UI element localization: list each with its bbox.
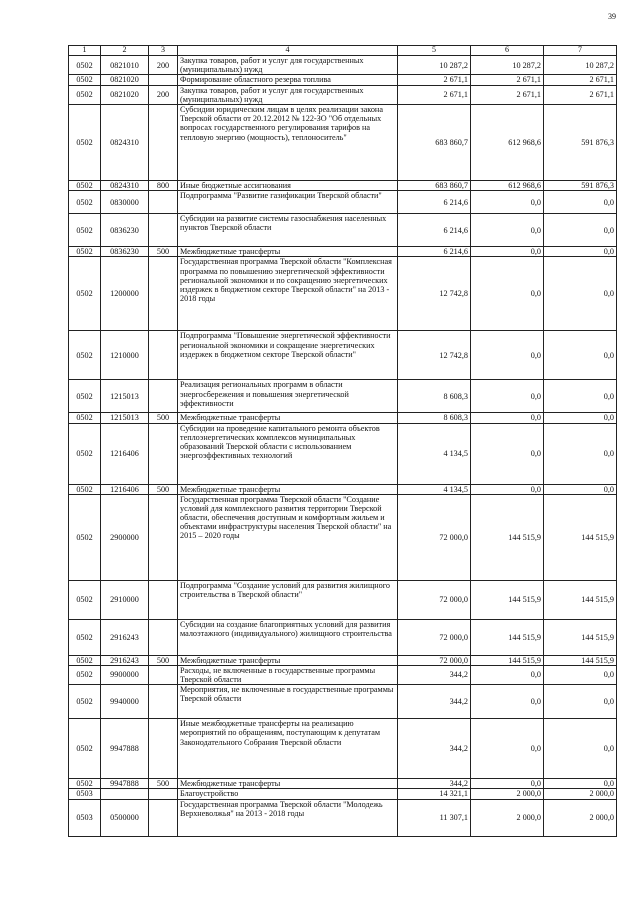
amount-2016-cell: 0,0 [471,380,544,413]
target-article-cell: 1216406 [101,484,149,494]
table-row [69,789,617,799]
section-code-cell: 0502 [69,380,101,413]
section-code-cell: 0502 [69,719,101,779]
description-cell: Государственная программа Тверской области "Комплексная программа по повышению энергетической эффективности региональной экономики и по сокращению энергетических издержек в бюджетном секторе Тверской области" на 2013 - 2018 годы [178,257,398,331]
section-code-cell: 0502 [69,494,101,580]
description-cell: Реализация региональных программ в области энергосбережения и повышения энергетической эффективности [178,380,398,413]
amount-2017-cell: 0,0 [544,685,617,719]
table-row [69,56,617,75]
section-code-cell: 0503 [69,789,101,799]
amount-2015-cell: 12 742,8 [398,257,471,331]
expense-type-cell [149,719,178,779]
table-row [69,685,617,719]
description-cell: Субсидии на создание благоприятных условий для развития малоэтажного (индивидуального) жилищного строительства [178,619,398,655]
amount-2015-cell: 8 608,3 [398,413,471,423]
description-cell: Государственная программа Тверской области "Молодежь Верхневолжья" на 2013 - 2018 годы [178,799,398,836]
table-row [69,484,617,494]
amount-2016-cell: 2 671,1 [471,85,544,104]
amount-2015-cell: 344,2 [398,685,471,719]
table-row [69,413,617,423]
description-cell: Межбюджетные трансферты [178,779,398,789]
target-article-cell: 0830000 [101,191,149,214]
amount-2017-cell: 0,0 [544,719,617,779]
section-code-cell: 0502 [69,214,101,247]
table-row [69,247,617,257]
amount-2015-cell: 11 307,1 [398,799,471,836]
amount-2016-cell: 0,0 [471,247,544,257]
description-cell: Иные межбюджетные трансферты на реализацию мероприятий по обращениям, поступающим к депутатам Законодательного Собрания Тверской области [178,719,398,779]
amount-2016-cell: 144 515,9 [471,619,544,655]
section-code-cell: 0502 [69,75,101,85]
description-cell: Подпрограмма "Создание условий для развития жилищного строительства в Тверской области" [178,580,398,619]
table-row [69,580,617,619]
amount-2016-cell: 612 968,6 [471,104,544,180]
table-row [69,665,617,684]
amount-2016-cell: 612 968,6 [471,180,544,190]
amount-2017-cell: 0,0 [544,331,617,380]
target-article-cell: 2900000 [101,494,149,580]
amount-2016-cell: 144 515,9 [471,494,544,580]
description-cell: Подпрограмма "Развитие газификации Тверской области" [178,191,398,214]
table-row [69,75,617,85]
table-row [69,180,617,190]
target-article-cell: 2916243 [101,619,149,655]
amount-2015-cell: 8 608,3 [398,380,471,413]
description-cell: Субсидии на развитие системы газоснабжения населенных пунктов Тверской области [178,214,398,247]
amount-2017-cell: 0,0 [544,779,617,789]
amount-2016-cell: 0,0 [471,423,544,484]
column-header: 4 [178,46,398,56]
table-row [69,257,617,331]
table-row [69,331,617,380]
expense-type-cell [149,580,178,619]
table-row [69,423,617,484]
amount-2015-cell: 10 287,2 [398,56,471,75]
target-article-cell: 2910000 [101,580,149,619]
amount-2015-cell: 2 671,1 [398,75,471,85]
target-article-cell: 9900000 [101,665,149,684]
amount-2016-cell: 0,0 [471,719,544,779]
expense-type-cell: 200 [149,85,178,104]
expense-type-cell [149,214,178,247]
section-code-cell: 0502 [69,665,101,684]
column-header: 7 [544,46,617,56]
amount-2017-cell: 591 876,3 [544,180,617,190]
description-cell: Межбюджетные трансферты [178,247,398,257]
table-row [69,494,617,580]
description-cell: Подпрограмма "Повышение энергетической эффективности региональной экономики и сокращение энергетических издержек в бюджетном секторе Тверской области" [178,331,398,380]
amount-2015-cell: 6 214,6 [398,191,471,214]
expense-type-cell [149,619,178,655]
expense-type-cell [149,257,178,331]
target-article-cell: 0836230 [101,247,149,257]
description-cell: Расходы, не включенные в государственные программы Тверской области [178,665,398,684]
amount-2016-cell: 0,0 [471,413,544,423]
amount-2016-cell: 2 671,1 [471,75,544,85]
target-article-cell: 0821010 [101,56,149,75]
amount-2015-cell: 344,2 [398,719,471,779]
table-row [69,719,617,779]
description-cell: Межбюджетные трансферты [178,413,398,423]
table-row [69,619,617,655]
amount-2015-cell: 4 134,5 [398,423,471,484]
section-code-cell: 0502 [69,85,101,104]
amount-2017-cell: 0,0 [544,191,617,214]
expense-type-cell: 500 [149,779,178,789]
amount-2017-cell: 144 515,9 [544,619,617,655]
expense-type-cell: 500 [149,413,178,423]
amount-2017-cell: 2 671,1 [544,75,617,85]
amount-2016-cell: 0,0 [471,685,544,719]
section-code-cell: 0502 [69,655,101,665]
amount-2016-cell: 10 287,2 [471,56,544,75]
section-code-cell: 0502 [69,56,101,75]
table-row [69,214,617,247]
amount-2015-cell: 14 321,1 [398,789,471,799]
section-code-cell: 0502 [69,413,101,423]
table-row [69,655,617,665]
expense-type-cell: 800 [149,180,178,190]
description-cell: Формирование областного резерва топлива [178,75,398,85]
target-article-cell: 1215013 [101,413,149,423]
section-code-cell: 0502 [69,180,101,190]
amount-2015-cell: 72 000,0 [398,655,471,665]
expense-type-cell: 500 [149,247,178,257]
amount-2017-cell: 0,0 [544,380,617,413]
amount-2017-cell: 10 287,2 [544,56,617,75]
amount-2016-cell: 0,0 [471,257,544,331]
amount-2015-cell: 4 134,5 [398,484,471,494]
page-number: 39 [608,12,616,21]
description-cell: Субсидии на проведение капитального ремонта объектов теплоэнергетических комплексов муниципальных образований Тверской области с использованием энергоэффективных технологий [178,423,398,484]
description-cell: Благоустройство [178,789,398,799]
target-article-cell: 9940000 [101,685,149,719]
amount-2017-cell: 591 876,3 [544,104,617,180]
table-row [69,191,617,214]
target-article-cell: 0836230 [101,214,149,247]
expense-type-cell [149,380,178,413]
amount-2015-cell: 6 214,6 [398,247,471,257]
amount-2015-cell: 344,2 [398,665,471,684]
table-row [69,380,617,413]
amount-2015-cell: 6 214,6 [398,214,471,247]
amount-2015-cell: 12 742,8 [398,331,471,380]
column-header: 1 [69,46,101,56]
amount-2017-cell: 0,0 [544,247,617,257]
amount-2016-cell: 0,0 [471,665,544,684]
description-cell: Субсидии юридическим лицам в целях реализации закона Тверской области от 20.12.2012 № 122-ЗО "Об отдельных вопросах государственного регулирования тарифов на тепловую энергию (мощность), теплоноситель" [178,104,398,180]
amount-2015-cell: 72 000,0 [398,619,471,655]
target-article-cell: 0824310 [101,180,149,190]
expense-type-cell [149,494,178,580]
expense-type-cell: 200 [149,56,178,75]
section-code-cell: 0502 [69,423,101,484]
target-article-cell [101,789,149,799]
section-code-cell: 0502 [69,257,101,331]
amount-2017-cell: 2 671,1 [544,85,617,104]
amount-2016-cell: 0,0 [471,779,544,789]
table-row [69,104,617,180]
amount-2016-cell: 144 515,9 [471,580,544,619]
expense-type-cell: 500 [149,484,178,494]
amount-2016-cell: 0,0 [471,484,544,494]
column-number-row [69,46,617,56]
description-cell: Закупка товаров, работ и услуг для государственных (муниципальных) нужд [178,85,398,104]
description-cell: Межбюджетные трансферты [178,484,398,494]
expense-type-cell [149,423,178,484]
target-article-cell: 1200000 [101,257,149,331]
description-cell: Межбюджетные трансферты [178,655,398,665]
amount-2017-cell: 0,0 [544,257,617,331]
amount-2017-cell: 144 515,9 [544,655,617,665]
expense-type-cell [149,685,178,719]
expense-type-cell [149,191,178,214]
column-header: 3 [149,46,178,56]
amount-2017-cell: 2 000,0 [544,789,617,799]
expense-type-cell [149,799,178,836]
amount-2016-cell: 2 000,0 [471,789,544,799]
expense-type-cell: 500 [149,655,178,665]
amount-2015-cell: 72 000,0 [398,580,471,619]
expense-type-cell [149,104,178,180]
section-code-cell: 0502 [69,104,101,180]
amount-2017-cell: 144 515,9 [544,580,617,619]
amount-2017-cell: 0,0 [544,423,617,484]
column-header: 2 [101,46,149,56]
target-article-cell: 2916243 [101,655,149,665]
target-article-cell: 0821020 [101,75,149,85]
section-code-cell: 0502 [69,191,101,214]
target-article-cell: 1210000 [101,331,149,380]
expense-type-cell [149,789,178,799]
amount-2016-cell: 0,0 [471,331,544,380]
section-code-cell: 0502 [69,619,101,655]
amount-2017-cell: 2 000,0 [544,799,617,836]
amount-2016-cell: 144 515,9 [471,655,544,665]
amount-2016-cell: 0,0 [471,214,544,247]
amount-2015-cell: 683 860,7 [398,104,471,180]
section-code-cell: 0503 [69,799,101,836]
expense-type-cell [149,75,178,85]
description-cell: Мероприятия, не включенные в государственные программы Тверской области [178,685,398,719]
description-cell: Иные бюджетные ассигнования [178,180,398,190]
section-code-cell: 0502 [69,685,101,719]
target-article-cell: 1216406 [101,423,149,484]
section-code-cell: 0502 [69,580,101,619]
table-row [69,779,617,789]
table-row [69,799,617,836]
target-article-cell: 9947888 [101,779,149,789]
section-code-cell: 0502 [69,247,101,257]
expense-type-cell [149,331,178,380]
target-article-cell: 1215013 [101,380,149,413]
target-article-cell: 9947888 [101,719,149,779]
amount-2017-cell: 0,0 [544,413,617,423]
description-cell: Государственная программа Тверской области "Создание условий для комплексного развития территории Тверской области, обеспечения доступным и комфортным жильем и объектами инфраструктуры населения Тверской области" на 2015 – 2020 годы [178,494,398,580]
target-article-cell: 0500000 [101,799,149,836]
amount-2017-cell: 144 515,9 [544,494,617,580]
amount-2017-cell: 0,0 [544,484,617,494]
target-article-cell: 0824310 [101,104,149,180]
amount-2016-cell: 0,0 [471,191,544,214]
section-code-cell: 0502 [69,331,101,380]
target-article-cell: 0821020 [101,85,149,104]
amount-2015-cell: 683 860,7 [398,180,471,190]
column-header: 5 [398,46,471,56]
amount-2015-cell: 72 000,0 [398,494,471,580]
budget-table [68,45,617,837]
table-row [69,85,617,104]
column-header: 6 [471,46,544,56]
amount-2017-cell: 0,0 [544,665,617,684]
amount-2017-cell: 0,0 [544,214,617,247]
section-code-cell: 0502 [69,484,101,494]
expense-type-cell [149,665,178,684]
description-cell: Закупка товаров, работ и услуг для государственных (муниципальных) нужд [178,56,398,75]
amount-2016-cell: 2 000,0 [471,799,544,836]
section-code-cell: 0502 [69,779,101,789]
amount-2015-cell: 344,2 [398,779,471,789]
amount-2015-cell: 2 671,1 [398,85,471,104]
